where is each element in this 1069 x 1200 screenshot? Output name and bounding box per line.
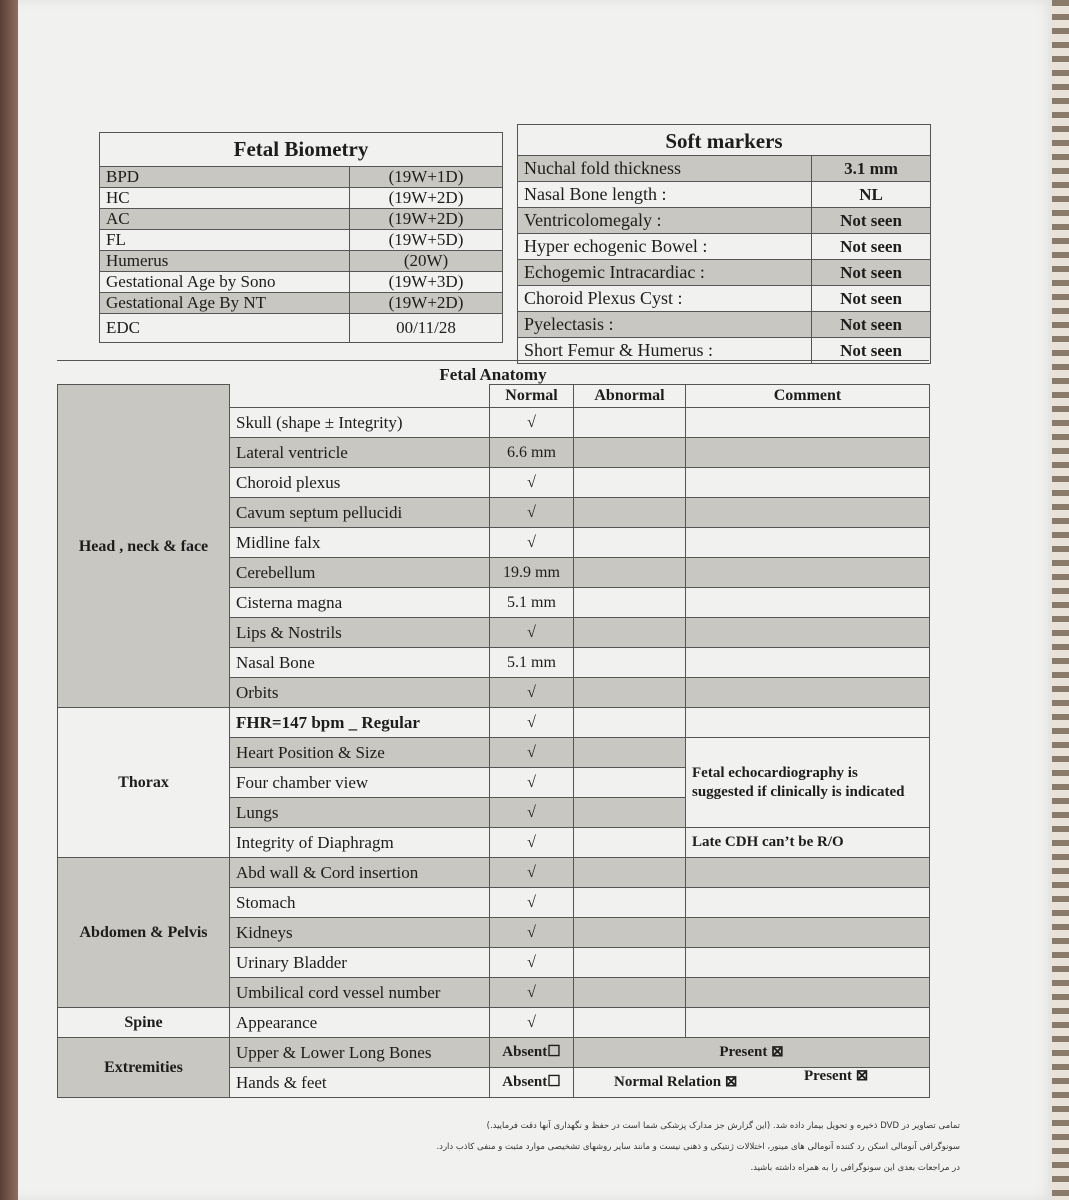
hands-present: Present ⊠ [804,1068,869,1084]
table-row: Umbilical cord vessel number √ [58,978,930,1008]
footer-line: در مراجعات بعدی این سونوگرافی را به همراه داشته باشید. [750,1163,960,1173]
fetal-biometry-table [99,166,503,343]
table-row: Nasal Bone length : NL [518,182,931,208]
long-bones-present: Present ⊠ [574,1038,930,1068]
table-row: Extremities Upper & Lower Long Bones Absent☐ Present ⊠ [58,1038,930,1068]
table-row: Gestational Age By NT (19W+2D) [100,293,503,314]
table-row: Integrity of Diaphragm √ Late CDH can’t be R/O [58,828,930,858]
group-spine: Spine [58,1008,230,1038]
col-abnormal: Abnormal [574,385,686,408]
binder-holes [1052,0,1069,1200]
table-row: Cerebellum 19.9 mm [58,558,930,588]
table-row: AC (19W+2D) [100,209,503,230]
table-row: Lips & Nostrils √ [58,618,930,648]
table-row: HC (19W+2D) [100,188,503,209]
table-row: Hyper echogenic Bowel : Not seen [518,234,931,260]
soft-markers-title: Soft markers [517,124,931,155]
hands-relation: Normal Relation ⊠ [574,1068,930,1098]
soft-markers-table [517,155,931,364]
fetal-biometry-title: Fetal Biometry [233,137,369,161]
table-row: Skull (shape ± Integrity) √ [58,408,930,438]
table-row: BPD (19W+1D) [100,167,503,188]
table-row: Orbits √ [58,678,930,708]
table-row: Cavum septum pellucidi √ [58,498,930,528]
table-row: Four chamber view √ [58,768,930,798]
footer-notes [400,1116,960,1179]
footer-line: سونوگرافی آنومالی اسکن رد کننده آنومالی های مینور، اختلالات ژنتیکی و ذهنی نیست و مانند سایر روشهای تشخیصی موارد مثبت و منفی کاذب دارد. [436,1142,960,1152]
comment-echo: Fetal echocardiography is suggested if clinically is indicated [686,738,930,828]
table-row: FL (19W+5D) [100,230,503,251]
table-row: Stomach √ [58,888,930,918]
comment-cdh: Late CDH can’t be R/O [686,828,930,858]
fetal-anatomy-table [57,384,930,1098]
fetal-anatomy-title: Fetal Anatomy [57,360,929,383]
table-row: Heart Position & Size √ Fetal echocardiography is suggested if clinically is indicated [58,738,930,768]
binder-edge [0,0,18,1200]
table-row: Pyelectasis : Not seen [518,312,931,338]
soft-markers-section [517,124,931,364]
table-row: Short Femur & Humerus : Not seen [518,338,931,364]
table-row: Ventricolomegaly : Not seen [518,208,931,234]
group-thorax: Thorax [58,708,230,858]
group-head: Head , neck & face [58,385,230,708]
col-normal: Normal [490,385,574,408]
table-header-row [58,385,930,408]
table-row: Cisterna magna 5.1 mm [58,588,930,618]
table-row: Lateral ventricle 6.6 mm [58,438,930,468]
table-row: Gestational Age by Sono (19W+3D) [100,272,503,293]
table-row: Kidneys √ [58,918,930,948]
table-row: Nuchal fold thickness 3.1 mm [518,156,931,182]
table-row: EDC 00/11/28 [100,314,503,343]
table-row: Choroid Plexus Cyst : Not seen [518,286,931,312]
table-row: Nasal Bone 5.1 mm [58,648,930,678]
table-row: Abdomen & Pelvis Abd wall & Cord insertion √ [58,858,930,888]
table-row: Midline falx √ [58,528,930,558]
table-row: Echogemic Intracardiac : Not seen [518,260,931,286]
table-row: Spine Appearance √ [58,1008,930,1038]
table-row: Humerus (20W) [100,251,503,272]
footer-line: تمامی تصاویر در DVD ذخیره و تحویل بیمار داده شد. (این گزارش جز مدارک پزشکی شما است در حفظ و نگهداری آنها دقت فرمایید.) [486,1121,960,1131]
table-row: Urinary Bladder √ [58,948,930,978]
table-row: Choroid plexus √ [58,468,930,498]
col-comment: Comment [686,385,930,408]
group-extremities: Extremities [58,1038,230,1098]
table-row: Hands & feet Absent☐ Normal Relation ⊠ [58,1068,930,1098]
table-row: Thorax FHR=147 bpm _ Regular √ [58,708,930,738]
table-row: Lungs √ [58,798,930,828]
group-abdomen: Abdomen & Pelvis [58,858,230,1008]
